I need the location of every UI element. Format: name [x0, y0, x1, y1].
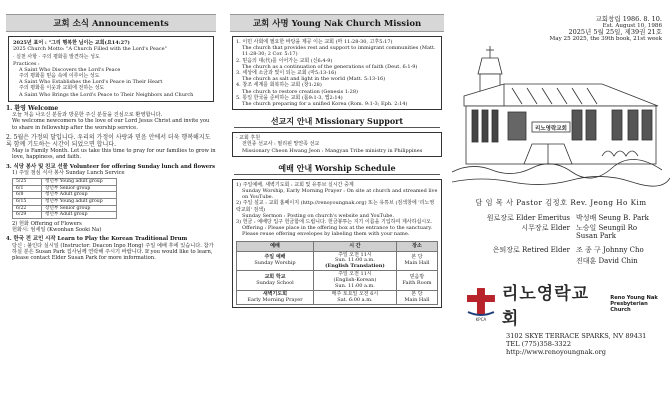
issue-en: May 25 2025, the 39th book, 21st week: [549, 35, 662, 42]
staff-name: 노승일 Seungil Ro: [576, 224, 638, 233]
mission-item-en: The church as a continuation of the generations of faith (Deut. 6:1-9): [242, 63, 418, 70]
family-month-section: [6, 134, 216, 161]
contact-line: TEL (775)358-3322 http://www.renoyoungnak.org: [506, 339, 606, 356]
worship-header-wrap: [224, 163, 450, 175]
schedule-date: 6/8: [13, 192, 42, 199]
mission-item-en: The church to restore creation (Genesis 1:28): [242, 88, 358, 95]
schedule-group: 청년부 Young adult group: [42, 179, 117, 186]
column-header: 예배: [237, 241, 314, 251]
schedule-date: 5/25: [13, 179, 42, 186]
address-line: 3102 SKYE TERRACE SPARKS, NV 89431: [506, 332, 647, 341]
missionary-line: 전헌종 선교사 : 필리핀 망얀족 선교: [242, 141, 320, 148]
staff-name: 진대훈 David Chin: [576, 257, 638, 266]
flowers-line: 헌화시: 엄세일 (Kwonhan Sooki Na): [12, 227, 102, 234]
family-month-ko: 2. 5월은 가정의 달입니다. 우리의 가정이 사랑과 믿음 안에서 더욱 행복해지도록 함께 기도하는 시간이 되었으면 합니다.: [6, 134, 211, 149]
pastor-line: 담 임 목 사 Pastor 김정호 Rev. Jeong Ho Kim: [475, 198, 647, 208]
schedule-date: 6/15: [13, 198, 42, 205]
mission-list: [232, 36, 442, 110]
practice-line: A Saint Who Establishes the Lord's Peace in Their Heart: [19, 79, 163, 86]
mission-item: [236, 95, 438, 107]
staff-name: 조 종 구 Johnny Cho: [576, 246, 644, 255]
staff-role: 원로장로 Elder Emeritus: [486, 214, 570, 223]
staff-name: 박성배 Seung B. Park: [576, 214, 649, 223]
flowers-subtitle: 2) 헌화 Offering of Flowers: [12, 220, 82, 227]
worship-note: Offering : Please place in the offering box at the entrance to the sanctuary. Please reuse offering envelopes by labeling them with your name.: [242, 225, 433, 238]
service-time: 매주 토요일 오전 6시 Sat. 6:00 a.m.: [313, 291, 396, 305]
missionary-header: 선교지 안내 Missionary Support: [270, 116, 404, 127]
service-place: 믿음방 Faith Room: [396, 271, 437, 291]
volunteer-section: [6, 164, 216, 234]
table-row: [13, 179, 117, 186]
church-address: [506, 333, 670, 356]
staff-role: [452, 256, 576, 267]
practice-line: A Saint Who Discovers the Lord's Peace: [19, 66, 121, 73]
schedule-group: 청년부 Young adult group: [42, 198, 117, 205]
mission-item: [236, 39, 438, 58]
missionary-header-wrap: [224, 116, 450, 128]
mission-item: [236, 58, 438, 70]
lunch-subtitle: 1) 주일 점심 식사 봉사 Sunday Lunch Service: [12, 169, 125, 176]
issue-ko: 2025년 5월 25일, 제39권 21호: [568, 28, 662, 37]
worship-box: [232, 179, 442, 309]
kpca-logo-icon: [464, 286, 498, 322]
mission-header: 교회 사명 Young Nak Church Mission: [230, 14, 444, 32]
missionary-box: [232, 132, 442, 157]
worship-header: 예배 안내 Worship Schedule: [278, 162, 396, 173]
schedule-group: 청년부 Adult group: [42, 212, 117, 219]
staff-row: [452, 245, 670, 256]
staff-role: 시무장로 Elder: [521, 224, 570, 233]
church-name-en-line2: Presbyterian Church: [610, 301, 648, 314]
drum-title: 4. 한국 전 교인 시작 Learn to Play the Korean Traditional Drum: [6, 236, 188, 243]
drum-section: [6, 236, 216, 261]
mission-item: [236, 70, 438, 82]
schedule-group: 장년부 Senior group: [42, 205, 117, 212]
mission-item-ko: 5. 통일 한국을 준비하는 교회 (롬9:1-3, 엡2:14): [236, 94, 343, 101]
founded-ko: 교회창립 1986. 8. 10.: [595, 15, 662, 23]
staff-role: 은퇴장로 Retired Elder: [492, 246, 570, 255]
welcome-title: 1. 환영 Welcome: [6, 104, 59, 112]
mission-item-en: The church as salt and light in the world (Matt. 5:13-16): [242, 76, 386, 83]
worship-divider: [234, 174, 440, 175]
missionary-line: Missionary Cheon Hwang Jeon : Mangyan Tribe ministry in Philippines: [242, 147, 423, 154]
table-row: [237, 271, 438, 291]
church-sign: 리노영락교회: [535, 126, 567, 133]
church-name-ko: 리노영락교회: [501, 284, 590, 330]
staff-name: Susan Park: [576, 232, 616, 241]
practice-ko: · 실천 사항 · 주의 평화를 발견하는 성도: [13, 54, 100, 61]
service-time: 주일 오전 11시 (English-Korean) Sun. 11:00 a.m.: [313, 271, 396, 291]
schedule-group: 청년부 Adult group: [42, 192, 117, 199]
column-header: 시 간: [313, 241, 396, 251]
mission-item-en: The church that provides rest and support to immigrant communities (Matt. 11:28-30; 2 Cor. 5:17): [242, 45, 436, 58]
staff-list: [452, 213, 670, 267]
staff-row: [452, 231, 670, 242]
staff-row: [452, 256, 670, 267]
church-name-en-line1: Reno Young Nak: [610, 295, 658, 302]
table-header-row: [237, 241, 438, 251]
missionary-line: · 교회 후원: [236, 135, 261, 142]
mission-item: [236, 82, 438, 94]
schedule-date: 6/22: [13, 205, 42, 212]
church-building-illustration: [452, 44, 670, 194]
worship-note: 3) 헌금 : 예배당 입구 헌금함에 드립니다. 헌금봉투는 지기 이름을 기입하여 제사하십시오.: [236, 219, 433, 226]
worship-note: 2) 주일 설교 : 교회 홈페이지 (http://renoyoungnak.org) 또는 유튜브 (검색창에 '리노영락교회' 검색): [236, 200, 435, 213]
church-motto-box: [8, 36, 214, 102]
table-row: [13, 205, 117, 212]
church-logo-row: [464, 279, 670, 329]
service-time: 주일 오전 11시 Sun. 11:00 a.m. (English Translation): [313, 251, 396, 271]
welcome-en: We welcome newcomers to the love of our Lord Jesus Christ and invite you to share in fellowship after the worship service.: [12, 118, 210, 131]
motto-ko: 2025년 표어 : "그리 행복한 님이는 교회(요14:27): [13, 40, 130, 46]
worship-note: Sunday Sermon : Posting on church's website and YouTube.: [242, 212, 394, 219]
schedule-date: 6/1: [13, 185, 42, 192]
table-row: [13, 185, 117, 192]
mission-column: [224, 0, 450, 407]
table-row: [237, 291, 438, 305]
mission-item-ko: 4. 창조 세계를 회복하는 교회 (창1:28): [236, 82, 322, 89]
practice-line: 주의 평화를 믿음 속에 이루어는 성도: [19, 73, 100, 80]
service-place: 본 당 Main Hall: [396, 251, 437, 271]
worship-table: [236, 241, 438, 306]
missionary-divider: [234, 127, 440, 128]
service-name: 교회 학교 Sunday School: [237, 271, 314, 291]
lunch-schedule-table: [12, 178, 117, 219]
practice-line: 주의 평화를 이웃과 교회에 전하는 성도: [19, 85, 105, 92]
worship-note: Sunday Worship, Early Morning Prayer : On site at church and streamed live on YouTube.: [242, 188, 438, 201]
schedule-group: 장년부 Senior group: [42, 185, 117, 192]
mission-item-ko: 3. 세상에 소금과 빛이 되는 교회 (마5:13-16): [236, 70, 337, 77]
welcome-section: [6, 106, 216, 131]
column-header: 장소: [396, 241, 437, 251]
service-name: 새벽기도회 Early Morning Prayer: [237, 291, 314, 305]
practice-label: Practices :: [13, 60, 40, 67]
mission-item-ko: 1. 이민 사회에 필요한 바탕을 제공 이는 교회 (마 11:28-30, 고후5:17): [236, 39, 393, 45]
cover-column: [452, 0, 670, 407]
announcements-header: 교회 소식 Announcements: [6, 14, 216, 32]
mission-item-en: The church preparing for a unified Korea (Rom. 9:1-3; Eph. 2:14): [242, 101, 408, 108]
table-row: [237, 251, 438, 271]
mission-item-ko: 2. 믿음의 대(代)를 이어가는 교회 (신6:4-9): [236, 57, 333, 64]
family-month-en: May is Family Month. Let us take this time to pray for our families to grow in love, happiness, and faith.: [12, 148, 216, 161]
service-place: 본 당 Main Hall: [396, 291, 437, 305]
staff-role: [452, 231, 576, 242]
welcome-ko: 오늘 처음 나오신 분들과 방문한 주신 분들을 진심으로 환영합니다.: [12, 112, 163, 119]
announcements-column: [0, 0, 222, 407]
table-row: [13, 198, 117, 205]
church-name-en: [606, 295, 670, 313]
table-row: [13, 212, 117, 219]
kpca-label: KPCA: [475, 317, 487, 323]
drum-text: 당신 : 불인다 실시일 (Instructor: Deacon Inpo Hong) 주일 예배 후에 있습니다. 참가하실 분은 Susan Park 집사님께 연락해 주시기 바랍니다. If you would like to learn, please contact Elder Susan Park for more information.: [12, 242, 214, 262]
worship-note: 1) 주일예배, 새벽기도회 : 교회 및 유튜브 실시간 중계: [236, 181, 354, 188]
motto-en: 2025 Church Motto: "A Church Filled with the Lord's Peace": [13, 46, 167, 53]
service-name: 주일 예배 Sunday Worship: [237, 251, 314, 271]
table-row: [13, 192, 117, 199]
founded-en: Est. August 10, 1986: [602, 22, 662, 29]
volunteer-title: 3. 식당 봉사 및 친교 선물 Volunteer for offering Sunday lunch and flowers: [6, 163, 216, 170]
practice-line: A Saint Who Brings the Lord's Peace to Their Neighbors and Church: [19, 91, 194, 98]
schedule-date: 6/29: [13, 212, 42, 219]
bulletin-info: [452, 0, 670, 42]
